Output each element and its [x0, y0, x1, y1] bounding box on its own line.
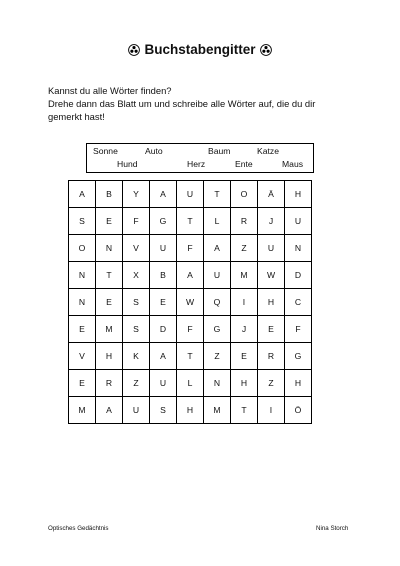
grid-cell: U	[123, 397, 150, 424]
grid-cell: O	[231, 181, 258, 208]
instruction-line: Drehe dann das Blatt um und schreibe alle Wörter auf, die du dir	[48, 98, 316, 109]
grid-row	[69, 289, 312, 316]
grid-cell: E	[231, 343, 258, 370]
grid-cell: D	[150, 316, 177, 343]
grid-cell: E	[69, 316, 96, 343]
word-list-box	[86, 143, 314, 173]
word-item: Sonne	[93, 146, 118, 156]
grid-cell: Y	[123, 181, 150, 208]
grid-row	[69, 397, 312, 424]
grid-cell: W	[258, 262, 285, 289]
grid-cell: S	[69, 208, 96, 235]
grid-cell: H	[285, 181, 312, 208]
instruction-line: gemerkt hast!	[48, 111, 105, 122]
grid-cell: E	[96, 289, 123, 316]
grid-cell: U	[258, 235, 285, 262]
clover-icon	[128, 44, 140, 56]
grid-cell: W	[177, 289, 204, 316]
grid-cell: G	[204, 316, 231, 343]
word-item: Maus	[282, 159, 304, 169]
grid-cell: F	[177, 316, 204, 343]
grid-cell: E	[96, 208, 123, 235]
word-item: Baum	[208, 146, 231, 156]
grid-cell: T	[204, 181, 231, 208]
grid-row	[69, 370, 312, 397]
grid-row	[69, 316, 312, 343]
grid-cell: N	[96, 235, 123, 262]
grid-cell: B	[96, 181, 123, 208]
grid-cell: B	[150, 262, 177, 289]
word-item: Katze	[257, 146, 279, 156]
grid-cell: C	[285, 289, 312, 316]
grid-cell: F	[177, 235, 204, 262]
grid-cell: T	[177, 208, 204, 235]
grid-cell: M	[96, 316, 123, 343]
grid-cell: R	[231, 208, 258, 235]
grid-cell: N	[69, 262, 96, 289]
grid-cell: E	[258, 316, 285, 343]
grid-cell: N	[204, 370, 231, 397]
grid-cell: G	[150, 208, 177, 235]
footer-right: Nina Storch	[316, 525, 349, 532]
grid-cell: S	[150, 397, 177, 424]
grid-cell: J	[258, 208, 285, 235]
grid-cell: Z	[123, 370, 150, 397]
letter-grid	[68, 180, 312, 424]
grid-cell: T	[177, 343, 204, 370]
grid-cell: I	[258, 397, 285, 424]
grid-cell: D	[285, 262, 312, 289]
grid-cell: Ä	[258, 181, 285, 208]
grid-cell: N	[69, 289, 96, 316]
grid-cell: Ö	[285, 397, 312, 424]
grid-cell: Z	[204, 343, 231, 370]
page-title	[0, 42, 400, 57]
grid-cell: V	[123, 235, 150, 262]
grid-cell: I	[231, 289, 258, 316]
grid-cell: F	[123, 208, 150, 235]
grid-cell: G	[285, 343, 312, 370]
word-item: Ente	[235, 159, 253, 169]
grid-cell: L	[177, 370, 204, 397]
grid-cell: T	[96, 262, 123, 289]
grid-cell: H	[177, 397, 204, 424]
grid-cell: U	[177, 181, 204, 208]
grid-cell: M	[204, 397, 231, 424]
grid-cell: U	[150, 370, 177, 397]
grid-row	[69, 181, 312, 208]
grid-cell: H	[96, 343, 123, 370]
grid-cell: Z	[231, 235, 258, 262]
grid-cell: A	[177, 262, 204, 289]
grid-cell: H	[231, 370, 258, 397]
grid-cell: N	[285, 235, 312, 262]
grid-cell: H	[258, 289, 285, 316]
grid-cell: A	[150, 181, 177, 208]
grid-cell: A	[204, 235, 231, 262]
word-item: Herz	[187, 159, 206, 169]
grid-cell: Q	[204, 289, 231, 316]
clover-icon	[260, 44, 272, 56]
grid-row	[69, 343, 312, 370]
grid-cell: X	[123, 262, 150, 289]
grid-cell: U	[204, 262, 231, 289]
grid-cell: R	[258, 343, 285, 370]
grid-cell: T	[231, 397, 258, 424]
grid-cell: E	[150, 289, 177, 316]
instruction-line: Kannst du alle Wörter finden?	[48, 85, 172, 96]
grid-cell: H	[285, 370, 312, 397]
grid-cell: A	[69, 181, 96, 208]
grid-cell: R	[96, 370, 123, 397]
instructions	[48, 84, 378, 123]
footer-left: Optisches Gedächtnis	[48, 525, 109, 532]
grid-cell: K	[123, 343, 150, 370]
grid-row	[69, 208, 312, 235]
grid-cell: U	[150, 235, 177, 262]
title-text: Buchstabengitter	[144, 42, 256, 57]
grid-row	[69, 235, 312, 262]
grid-cell: Z	[258, 370, 285, 397]
grid-cell: S	[123, 289, 150, 316]
grid-cell: M	[231, 262, 258, 289]
word-item: Auto	[145, 146, 163, 156]
grid-cell: S	[123, 316, 150, 343]
grid-cell: O	[69, 235, 96, 262]
word-item: Hund	[117, 159, 138, 169]
grid-cell: M	[69, 397, 96, 424]
grid-cell: L	[204, 208, 231, 235]
grid-cell: U	[285, 208, 312, 235]
grid-cell: F	[285, 316, 312, 343]
grid-row	[69, 262, 312, 289]
grid-cell: A	[96, 397, 123, 424]
grid-cell: E	[69, 370, 96, 397]
grid-cell: V	[69, 343, 96, 370]
grid-cell: A	[150, 343, 177, 370]
grid-cell: J	[231, 316, 258, 343]
